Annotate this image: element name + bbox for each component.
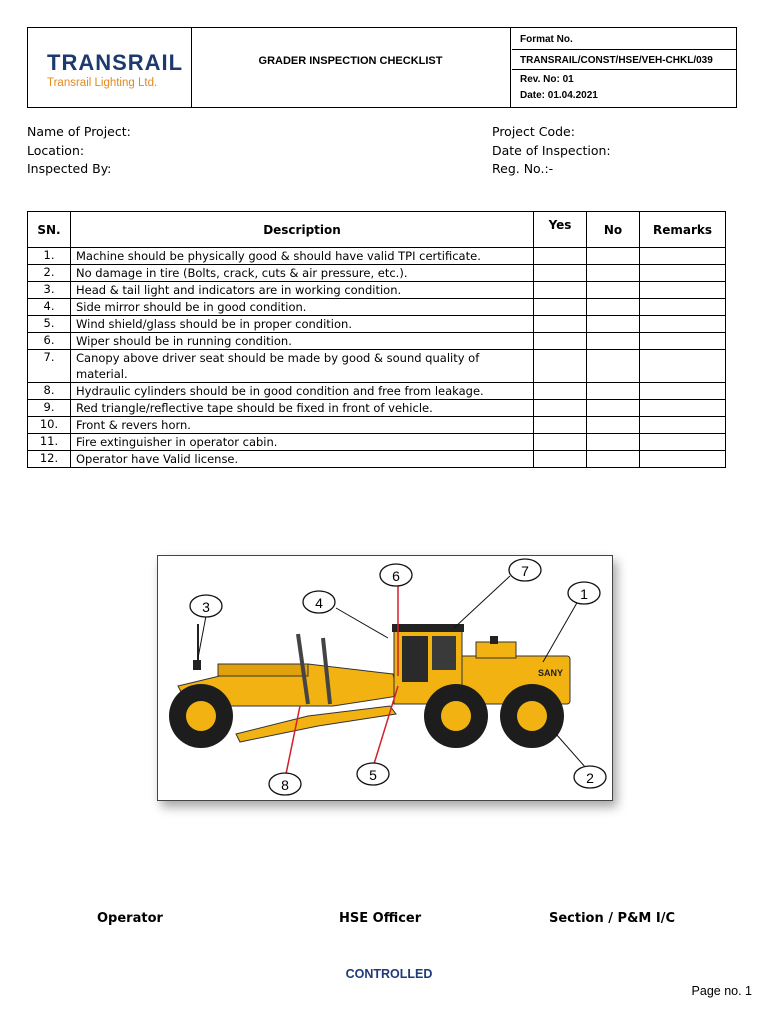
format-label: Format No. — [520, 34, 573, 45]
revision-number: Rev. No: 01 — [520, 74, 574, 85]
row-no-cell — [587, 299, 640, 316]
table-row — [28, 417, 726, 434]
checklist-table — [27, 211, 726, 468]
row-description: No damage in tire (Bolts, crack, cuts & air pressure, etc.). — [71, 265, 534, 282]
location-label: Location: — [27, 143, 85, 158]
rear-wheel-1 — [424, 684, 488, 748]
row-sn: 11. — [28, 434, 71, 451]
row-remarks-cell — [640, 248, 726, 265]
reg-no-label: Reg. No.:- — [492, 161, 554, 176]
table-row — [28, 434, 726, 451]
document-title: GRADER INSPECTION CHECKLIST — [191, 28, 511, 107]
brand-label: SANY — [538, 668, 564, 678]
callout-2 — [574, 766, 606, 788]
callout-4 — [303, 591, 335, 613]
callout-1 — [568, 582, 600, 604]
project-code-label: Project Code: — [492, 124, 575, 139]
row-yes-cell — [534, 383, 587, 400]
svg-text:4: 4 — [315, 595, 323, 611]
row-sn: 1. — [28, 248, 71, 265]
callout-5 — [357, 763, 389, 785]
row-sn: 7. — [28, 350, 71, 383]
row-description: Hydraulic cylinders should be in good condition and free from leakage. — [71, 383, 534, 400]
row-remarks-cell — [640, 350, 726, 383]
row-no-cell — [587, 282, 640, 299]
row-sn: 3. — [28, 282, 71, 299]
row-no-cell — [587, 333, 640, 350]
row-yes-cell — [534, 316, 587, 333]
table-row — [28, 350, 726, 383]
table-row — [28, 383, 726, 400]
blade — [236, 706, 396, 742]
page-number: Page no. 1 — [691, 984, 752, 998]
row-sn: 4. — [28, 299, 71, 316]
callout-3 — [190, 595, 222, 617]
table-row — [28, 248, 726, 265]
signature-hse-officer: HSE Officer — [339, 911, 422, 926]
row-yes-cell — [534, 400, 587, 417]
row-yes-cell — [534, 299, 587, 316]
table-row — [28, 299, 726, 316]
svg-text:1: 1 — [580, 586, 588, 602]
row-remarks-cell — [640, 417, 726, 434]
row-description: Operator have Valid license. — [71, 451, 534, 468]
company-logo — [28, 28, 192, 107]
row-sn: 10. — [28, 417, 71, 434]
svg-text:6: 6 — [392, 568, 400, 584]
row-remarks-cell — [640, 333, 726, 350]
table-row — [28, 265, 726, 282]
logo-subtitle: Transrail Lighting Ltd. — [47, 77, 158, 89]
row-description: Red triangle/reflective tape should be fixed in front of vehicle. — [71, 400, 534, 417]
col-header-no: No — [587, 212, 640, 248]
table-row — [28, 400, 726, 417]
row-description: Side mirror should be in good condition. — [71, 299, 534, 316]
col-header-sn: SN. — [28, 212, 71, 248]
row-description: Canopy above driver seat should be made by good & sound quality of material. — [71, 350, 534, 383]
row-no-cell — [587, 350, 640, 383]
controlled-stamp: CONTROLLED — [345, 967, 433, 981]
divider — [512, 69, 736, 70]
row-yes-cell — [534, 333, 587, 350]
row-no-cell — [587, 248, 640, 265]
row-description: Front & revers horn. — [71, 417, 534, 434]
row-sn: 9. — [28, 400, 71, 417]
row-no-cell — [587, 316, 640, 333]
callout-7 — [509, 559, 541, 581]
col-header-description: Description — [71, 212, 534, 248]
row-yes-cell — [534, 451, 587, 468]
logo-wordmark: TRANSRAIL — [47, 50, 184, 75]
canopy — [392, 624, 464, 632]
table-row — [28, 316, 726, 333]
row-yes-cell — [534, 434, 587, 451]
svg-text:2: 2 — [586, 770, 594, 786]
row-description: Fire extinguisher in operator cabin. — [71, 434, 534, 451]
row-yes-cell — [534, 417, 587, 434]
row-sn: 12. — [28, 451, 71, 468]
row-sn: 5. — [28, 316, 71, 333]
row-description: Machine should be physically good & should have valid TPI certificate. — [71, 248, 534, 265]
format-number: TRANSRAIL/CONST/HSE/VEH-CHKL/039 — [520, 55, 713, 66]
row-no-cell — [587, 434, 640, 451]
format-info — [512, 28, 736, 107]
row-no-cell — [587, 383, 640, 400]
row-no-cell — [587, 265, 640, 282]
revision-date: Date: 01.04.2021 — [520, 90, 598, 101]
row-remarks-cell — [640, 400, 726, 417]
col-header-yes: Yes — [534, 212, 587, 248]
row-no-cell — [587, 451, 640, 468]
row-no-cell — [587, 400, 640, 417]
row-remarks-cell — [640, 383, 726, 400]
table-row — [28, 333, 726, 350]
row-yes-cell — [534, 248, 587, 265]
divider — [512, 49, 736, 50]
row-sn: 2. — [28, 265, 71, 282]
rear-wheel-2 — [500, 684, 564, 748]
front-wheel — [169, 684, 233, 748]
inspection-date-label: Date of Inspection: — [492, 143, 611, 158]
row-sn: 6. — [28, 333, 71, 350]
svg-text:8: 8 — [281, 777, 289, 793]
project-name-label: Name of Project: — [27, 124, 131, 139]
row-yes-cell — [534, 282, 587, 299]
svg-text:5: 5 — [369, 767, 377, 783]
callout-6 — [380, 564, 412, 586]
table-row — [28, 282, 726, 299]
signature-operator: Operator — [97, 911, 163, 926]
row-sn: 8. — [28, 383, 71, 400]
row-yes-cell — [534, 265, 587, 282]
table-row — [28, 451, 726, 468]
row-no-cell — [587, 417, 640, 434]
row-yes-cell — [534, 350, 587, 383]
row-remarks-cell — [640, 316, 726, 333]
grader-figure — [157, 555, 613, 801]
svg-text:7: 7 — [521, 563, 529, 579]
document-header — [27, 27, 737, 108]
svg-text:3: 3 — [202, 599, 210, 615]
row-description: Head & tail light and indicators are in working condition. — [71, 282, 534, 299]
table-header-row — [28, 212, 726, 248]
signature-section-pm: Section / P&M I/C — [549, 911, 675, 926]
row-remarks-cell — [640, 265, 726, 282]
col-header-remarks: Remarks — [640, 212, 726, 248]
callout-8 — [269, 773, 301, 795]
grader-illustration — [158, 556, 612, 800]
inspected-by-label: Inspected By: — [27, 161, 112, 176]
row-remarks-cell — [640, 282, 726, 299]
row-remarks-cell — [640, 299, 726, 316]
row-remarks-cell — [640, 434, 726, 451]
row-description: Wind shield/glass should be in proper condition. — [71, 316, 534, 333]
row-remarks-cell — [640, 451, 726, 468]
row-description: Wiper should be in running condition. — [71, 333, 534, 350]
